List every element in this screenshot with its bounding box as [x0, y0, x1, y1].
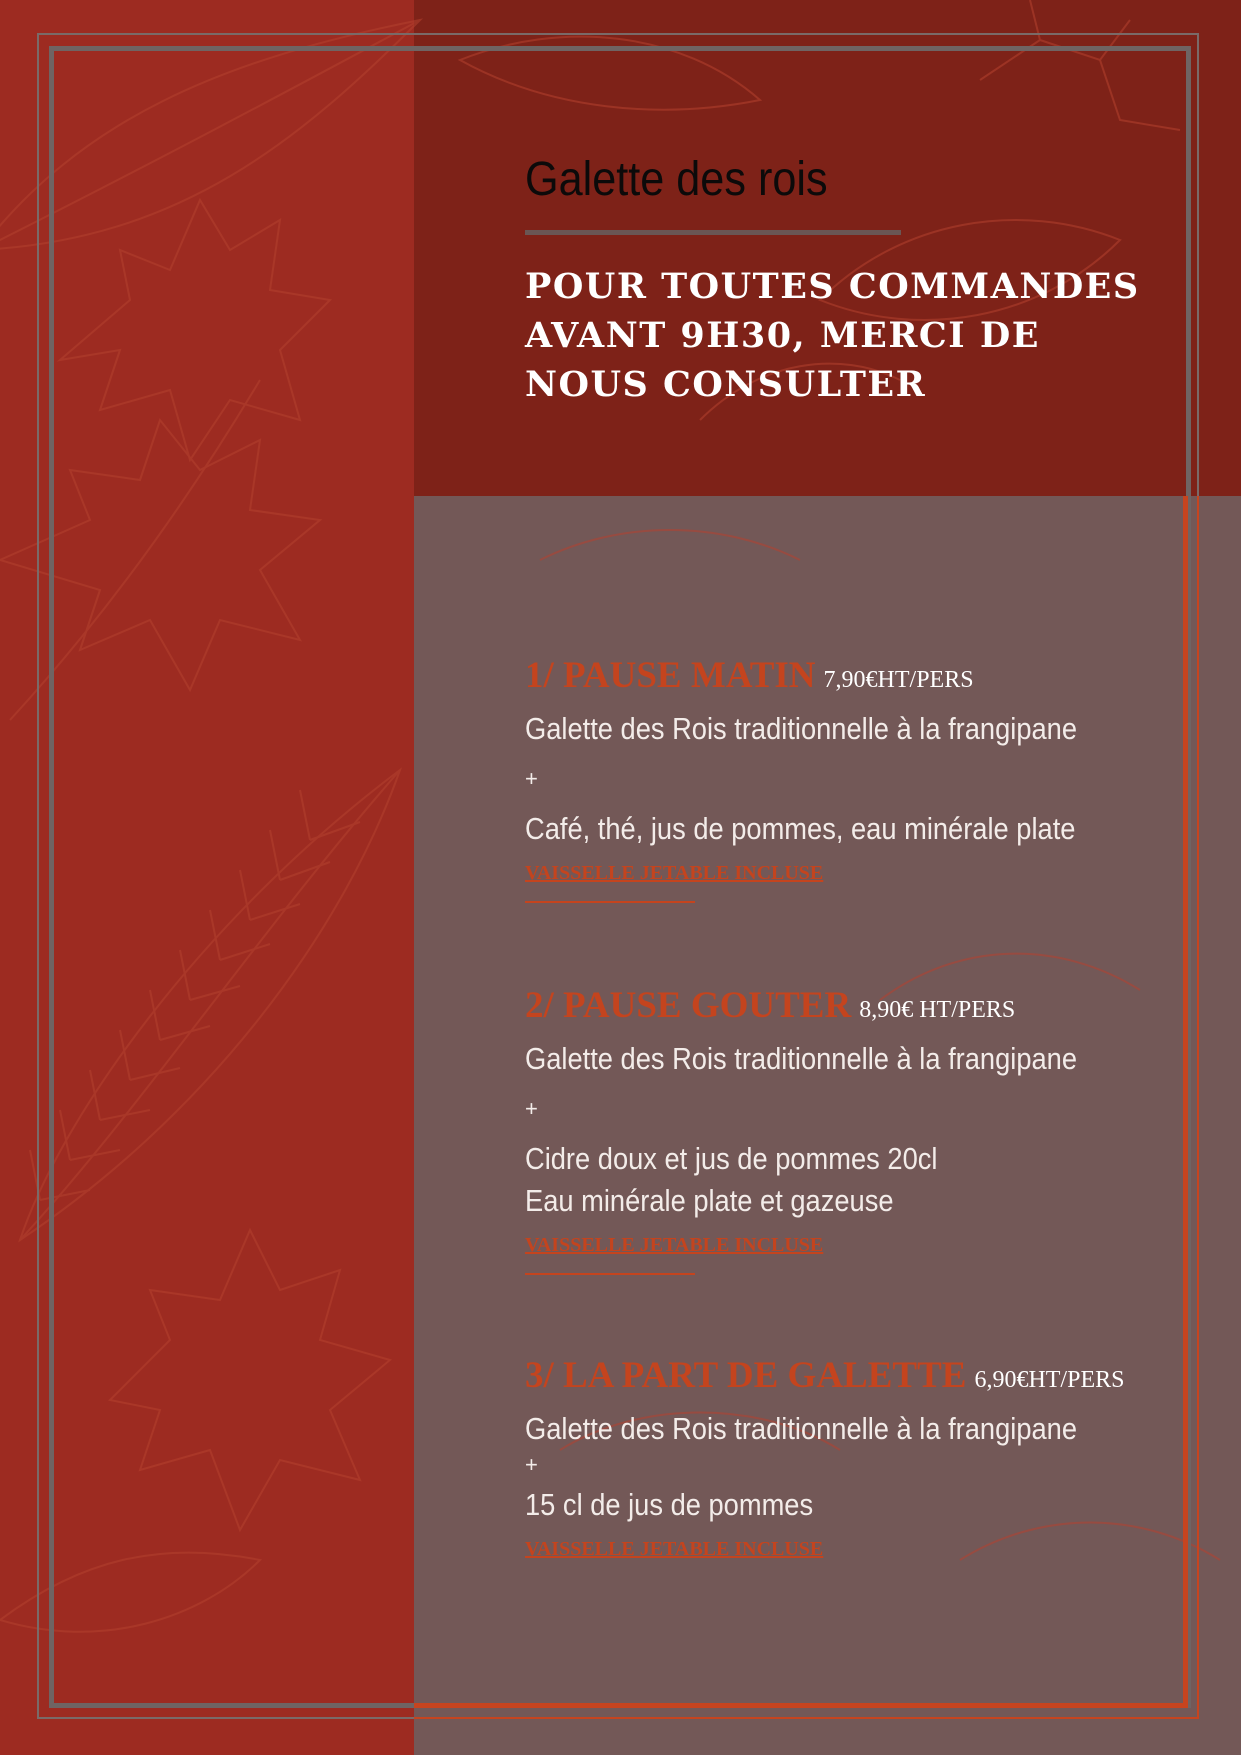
order-notice: POUR TOUTES COMMANDES AVANT 9H30, MERCI DE NOUS CONSULTER [525, 266, 1140, 405]
title-divider [525, 230, 901, 235]
tableware-note: VAISSELLE JETABLE INCLUSE [525, 1234, 824, 1256]
frame-accent-bottom [414, 1703, 1188, 1708]
frame-accent-right-thin [1197, 496, 1199, 1719]
section-price: 7,90€HT/PERS [823, 667, 974, 693]
section-divider [525, 1273, 695, 1275]
section-title: 2/ PAUSE GOUTER [525, 985, 852, 1026]
menu-item: Galette des Rois traditionnelle à la frangipane [525, 711, 1078, 746]
page-title: Galette des rois [525, 153, 828, 206]
section-title: 1/ PAUSE MATIN [525, 655, 816, 696]
menu-item: 15 cl de jus de pommes [525, 1487, 814, 1522]
offer-section-part-de-galette [525, 1356, 1185, 1563]
menu-item: Galette des Rois traditionnelle à la frangipane [525, 1411, 1078, 1446]
tableware-note: VAISSELLE JETABLE INCLUSE [525, 1538, 824, 1560]
plus-sign: + [525, 766, 538, 791]
menu-item: Cidre doux et jus de pommes 20cl [525, 1141, 938, 1176]
plus-sign: + [525, 1096, 538, 1121]
offer-section-pause-matin [525, 656, 1185, 903]
section-title: 3/ LA PART DE GALETTE [525, 1355, 967, 1396]
frame-accent-bottom-thin [414, 1717, 1199, 1719]
section-heading [525, 1356, 1185, 1403]
section-divider [525, 901, 695, 903]
menu-item: Galette des Rois traditionnelle à la frangipane [525, 1041, 1078, 1076]
offer-section-pause-gouter [525, 986, 1185, 1275]
menu-item: Eau minérale plate et gazeuse [525, 1183, 894, 1218]
section-heading [525, 986, 1185, 1033]
tableware-note: VAISSELLE JETABLE INCLUSE [525, 862, 824, 884]
plus-sign: + [525, 1452, 538, 1477]
menu-item: Café, thé, jus de pommes, eau minérale plate [525, 811, 1076, 846]
section-price: 8,90€ HT/PERS [859, 997, 1016, 1023]
section-price: 6,90€HT/PERS [974, 1367, 1125, 1393]
section-heading [525, 656, 1185, 703]
